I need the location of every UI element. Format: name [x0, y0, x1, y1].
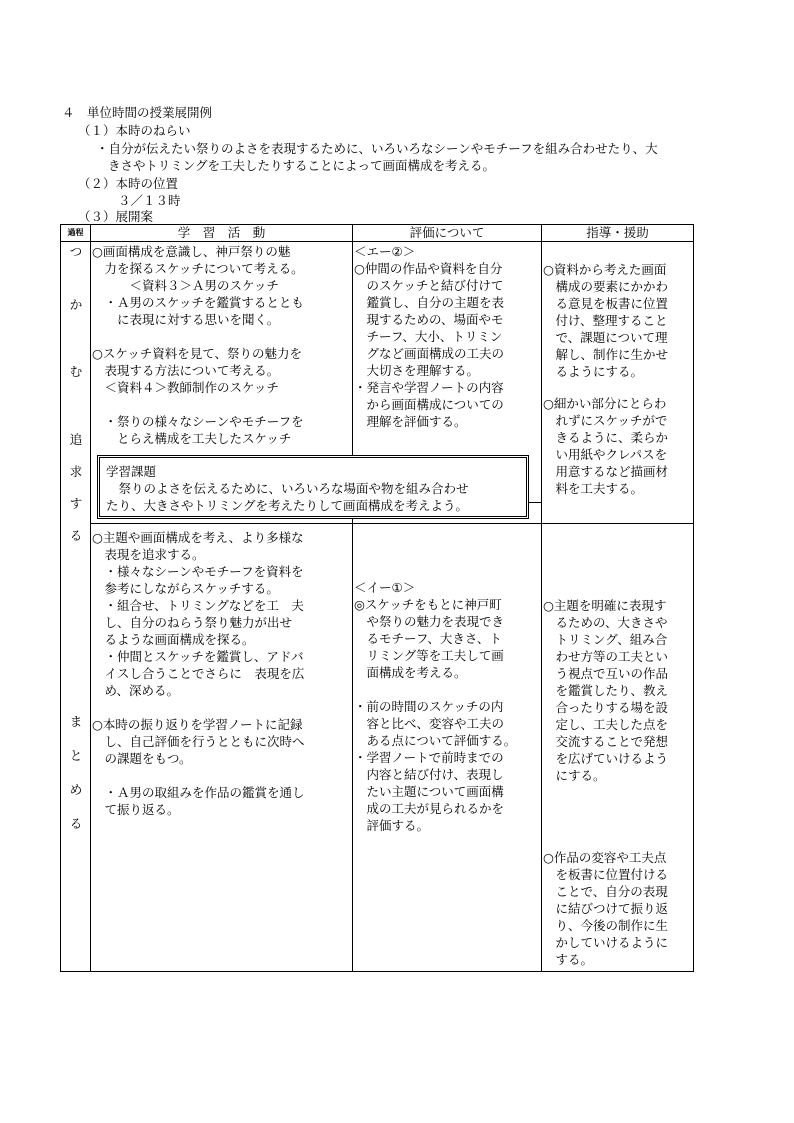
activity-line: ・仲間とスケッチを鑑賞し、アドバ [92, 649, 304, 664]
stage-char: ま [69, 714, 83, 729]
guidance-line: れずにスケッチがで [543, 413, 668, 428]
stage-char: 追 [69, 432, 83, 447]
evaluation-line: 理解を評価する。 [354, 414, 467, 429]
activity-line: ・Ａ男のスケッチを鑑賞するととも [92, 295, 304, 310]
guidance-line: ○資料から考えた画面 [543, 262, 667, 277]
evaluation-top [354, 243, 504, 430]
evaluation-line: 大切さを理解する。 [354, 363, 480, 378]
evaluation-line: ・前の時間のスケッチの内 [354, 699, 504, 714]
evaluation-line: や祭りの魅力を表現でき [354, 614, 505, 629]
guidance-line: に結びつけて振り返 [543, 901, 669, 916]
activity-line: し、自己評価を行うとともに次時へ [92, 734, 305, 749]
position-value: ３／１３時 [118, 193, 181, 208]
column-divider [352, 225, 353, 971]
blank-line [92, 396, 304, 413]
stage-char: め [69, 782, 83, 797]
stage-char: る [69, 816, 83, 831]
activity-line: ＜資料４＞教師制作のスケッチ [92, 380, 279, 395]
activity-line: ○本時の振り返りを学習ノートに記録 [92, 717, 303, 732]
guidance-line: わせ方等の工夫とい [543, 649, 669, 664]
guidance-line: 構成の要素にかかわ [543, 279, 669, 294]
stage-char: 求 [69, 464, 83, 479]
evaluation-line: ・発言や学習ノートの内容 [354, 380, 504, 395]
header-evaluation: 評価について [409, 225, 485, 240]
evaluation-line: 評価する。 [354, 818, 430, 833]
guidance-block-4 [543, 849, 668, 968]
guidance-line: 用意するなど描画材 [543, 464, 669, 479]
guidance-line: トリミング、組み合 [543, 632, 668, 647]
activity-line: に表現に対する思いを聞く。 [92, 312, 280, 327]
evaluation-line: 内容と結び付け、表現し [354, 767, 504, 782]
evaluation-line: ＜イー①＞ [354, 580, 416, 595]
blank-line [354, 681, 516, 698]
guidance-line: を板書に位置付ける [543, 867, 669, 882]
activity-line: ○スケッチ資料を見て、祭りの魅力を [92, 346, 303, 361]
learning-task-line: 祭りのよさを伝えるために、いろいろな場面や物を組み合わせ [106, 481, 469, 496]
activity-line: し、自分のねらう祭り魅力が出せ [92, 615, 293, 630]
guidance-line: るようにする。 [543, 364, 644, 379]
blank-line [92, 328, 304, 345]
activity-line: 表現する方法について考える。 [92, 363, 280, 378]
activity-line: ○画面構成を意識し、神戸祭りの魅 [92, 244, 291, 259]
activity-line: ＜資料３＞Ａ男のスケッチ [92, 278, 279, 293]
guidance-block-1 [543, 261, 668, 380]
activity-line: め、深める。 [92, 683, 180, 698]
activity-line: ○主題や画面構成を考え、より多様な [92, 530, 304, 545]
stage-char: る [69, 528, 83, 543]
guidance-line: にする。 [543, 768, 606, 783]
activity-line: イスし合うことでさらに 表現を広 [92, 666, 305, 681]
aim-text-line-1: ・自分が伝えたい祭りのよさを表現するために、いろいろなシーンやモチーフを組み合わせたり、大 [96, 141, 658, 156]
evaluation-line: 成の工夫が見られるかを [354, 801, 505, 816]
guidance-line: ことで、自分の表現 [543, 884, 668, 899]
guidance-line: を広げていけるよう [543, 751, 669, 766]
activity-line: ・Ａ男の取組みを作品の鑑賞を通し [92, 785, 305, 800]
guidance-line: い用紙やクレパスを [543, 447, 668, 462]
evaluation-line: のスケッチと結び付けて [354, 278, 504, 293]
activity-line: て振り返る。 [92, 802, 180, 817]
guidance-block-2 [543, 395, 668, 497]
activity-line: 力を探るスケッチについて考える。 [92, 261, 304, 276]
guidance-line: ○主題を明確に表現す [543, 598, 667, 613]
learning-task-line: たり、大きさやトリミングを考えたりして画面構成を考えよう。 [106, 498, 469, 513]
learning-task-title: 学習課題 [106, 464, 157, 479]
guidance-line: 定し、工夫した点を [543, 717, 669, 732]
position-label: （２）本時の位置 [78, 176, 179, 191]
evaluation-line: たい主題について画面構 [354, 784, 504, 799]
evaluation-line: リミング等を工夫して画 [354, 648, 504, 663]
evaluation-line: ○仲間の作品や資料を自分 [354, 261, 503, 276]
evaluation-line: ・学習ノートで前時までの [354, 750, 504, 765]
guidance-line: り、今後の制作に生 [543, 918, 669, 933]
guidance-line: るための、大きさや [543, 615, 668, 630]
guidance-line: きるように、柔らか [543, 430, 669, 445]
aim-text-line-2: きさやトリミングを工夫したりすることによって画面構成を考える。 [108, 158, 496, 173]
guidance-line: ○作品の変容や工夫点 [543, 850, 667, 865]
evaluation-line: チーフ、大小、トリミン [354, 329, 503, 344]
guidance-line: 解し、制作に生かせ [543, 347, 669, 362]
activity-bottom [92, 529, 305, 818]
activity-top [92, 243, 304, 447]
lesson-plan-table [60, 224, 694, 972]
evaluation-line: 容と比べ、変容や工夫の [354, 716, 505, 731]
evaluation-line: るモチーフ、大きさ、ト [354, 631, 502, 646]
guidance-line: で、課題について理 [543, 330, 668, 345]
guidance-line: 合ったりする場を設 [543, 700, 669, 715]
evaluation-line: から画面構成についての [354, 397, 504, 412]
column-divider [541, 225, 542, 971]
guidance-line: 付け、整理すること [543, 313, 668, 328]
stage-char: か [69, 297, 83, 312]
task-divider [91, 523, 693, 524]
header-activity: 学 習 活 動 [177, 225, 266, 240]
evaluation-line: 面構成を考える。 [354, 665, 467, 680]
header-divider [61, 241, 693, 242]
guidance-block-3 [543, 597, 668, 784]
activity-line: るような画面構成を探る。 [92, 632, 255, 647]
guidance-line: ○細かい部分にとらわ [543, 396, 667, 411]
activity-line: ・組合せ、トリミングなどを工 夫 [92, 598, 304, 613]
guidance-line: する。 [543, 952, 594, 967]
stage-char: と [69, 748, 83, 763]
activity-line: の課題をもつ。 [92, 751, 192, 766]
evaluation-bottom [354, 579, 516, 834]
stage-char: す [69, 496, 83, 511]
guidance-line: を鑑賞したり、教え [543, 683, 669, 698]
section-heading: ４ 単位時間の授業展開例 [62, 105, 213, 120]
guidance-line: かしていけるように [543, 935, 669, 950]
learning-task-box [97, 455, 529, 519]
plan-label: （３）展開案 [78, 209, 154, 224]
evaluation-line: グなど画面構成の工夫の [354, 346, 505, 361]
aim-label: （１）本時のねらい [78, 123, 191, 138]
evaluation-line: ◎スケッチをもとに神戸町 [354, 597, 502, 612]
stage-char: つ [69, 244, 83, 259]
activity-line: 参考にしながらスケッチする。 [92, 581, 279, 596]
blank-line [92, 767, 305, 784]
header-guidance: 指導・援助 [586, 225, 649, 240]
activity-line: ・様々なシーンやモチーフを資料を [92, 564, 304, 579]
header-stage: 過程 [67, 228, 84, 237]
guidance-line: う視点で互いの作品 [543, 666, 669, 681]
activity-line: 表現を追求する。 [92, 547, 205, 562]
evaluation-line: ある点について評価する。 [354, 733, 517, 748]
guidance-line: 交流することで発想 [543, 734, 669, 749]
activity-line: ・祭りの様々なシーンやモチーフを [92, 414, 304, 429]
blank-line [92, 699, 305, 716]
guidance-line: 料を工夫する。 [543, 481, 644, 496]
evaluation-line: 現するための、場面やモ [354, 312, 504, 327]
stage-char: む [69, 364, 83, 379]
column-divider [90, 225, 91, 971]
guidance-line: る意見を板書に位置 [543, 296, 669, 311]
activity-line: とらえ構成を工夫したスケッチ [92, 431, 292, 446]
evaluation-line: ＜エー②＞ [354, 244, 416, 259]
evaluation-line: 鑑賞し、自分の主題を表 [354, 295, 505, 310]
